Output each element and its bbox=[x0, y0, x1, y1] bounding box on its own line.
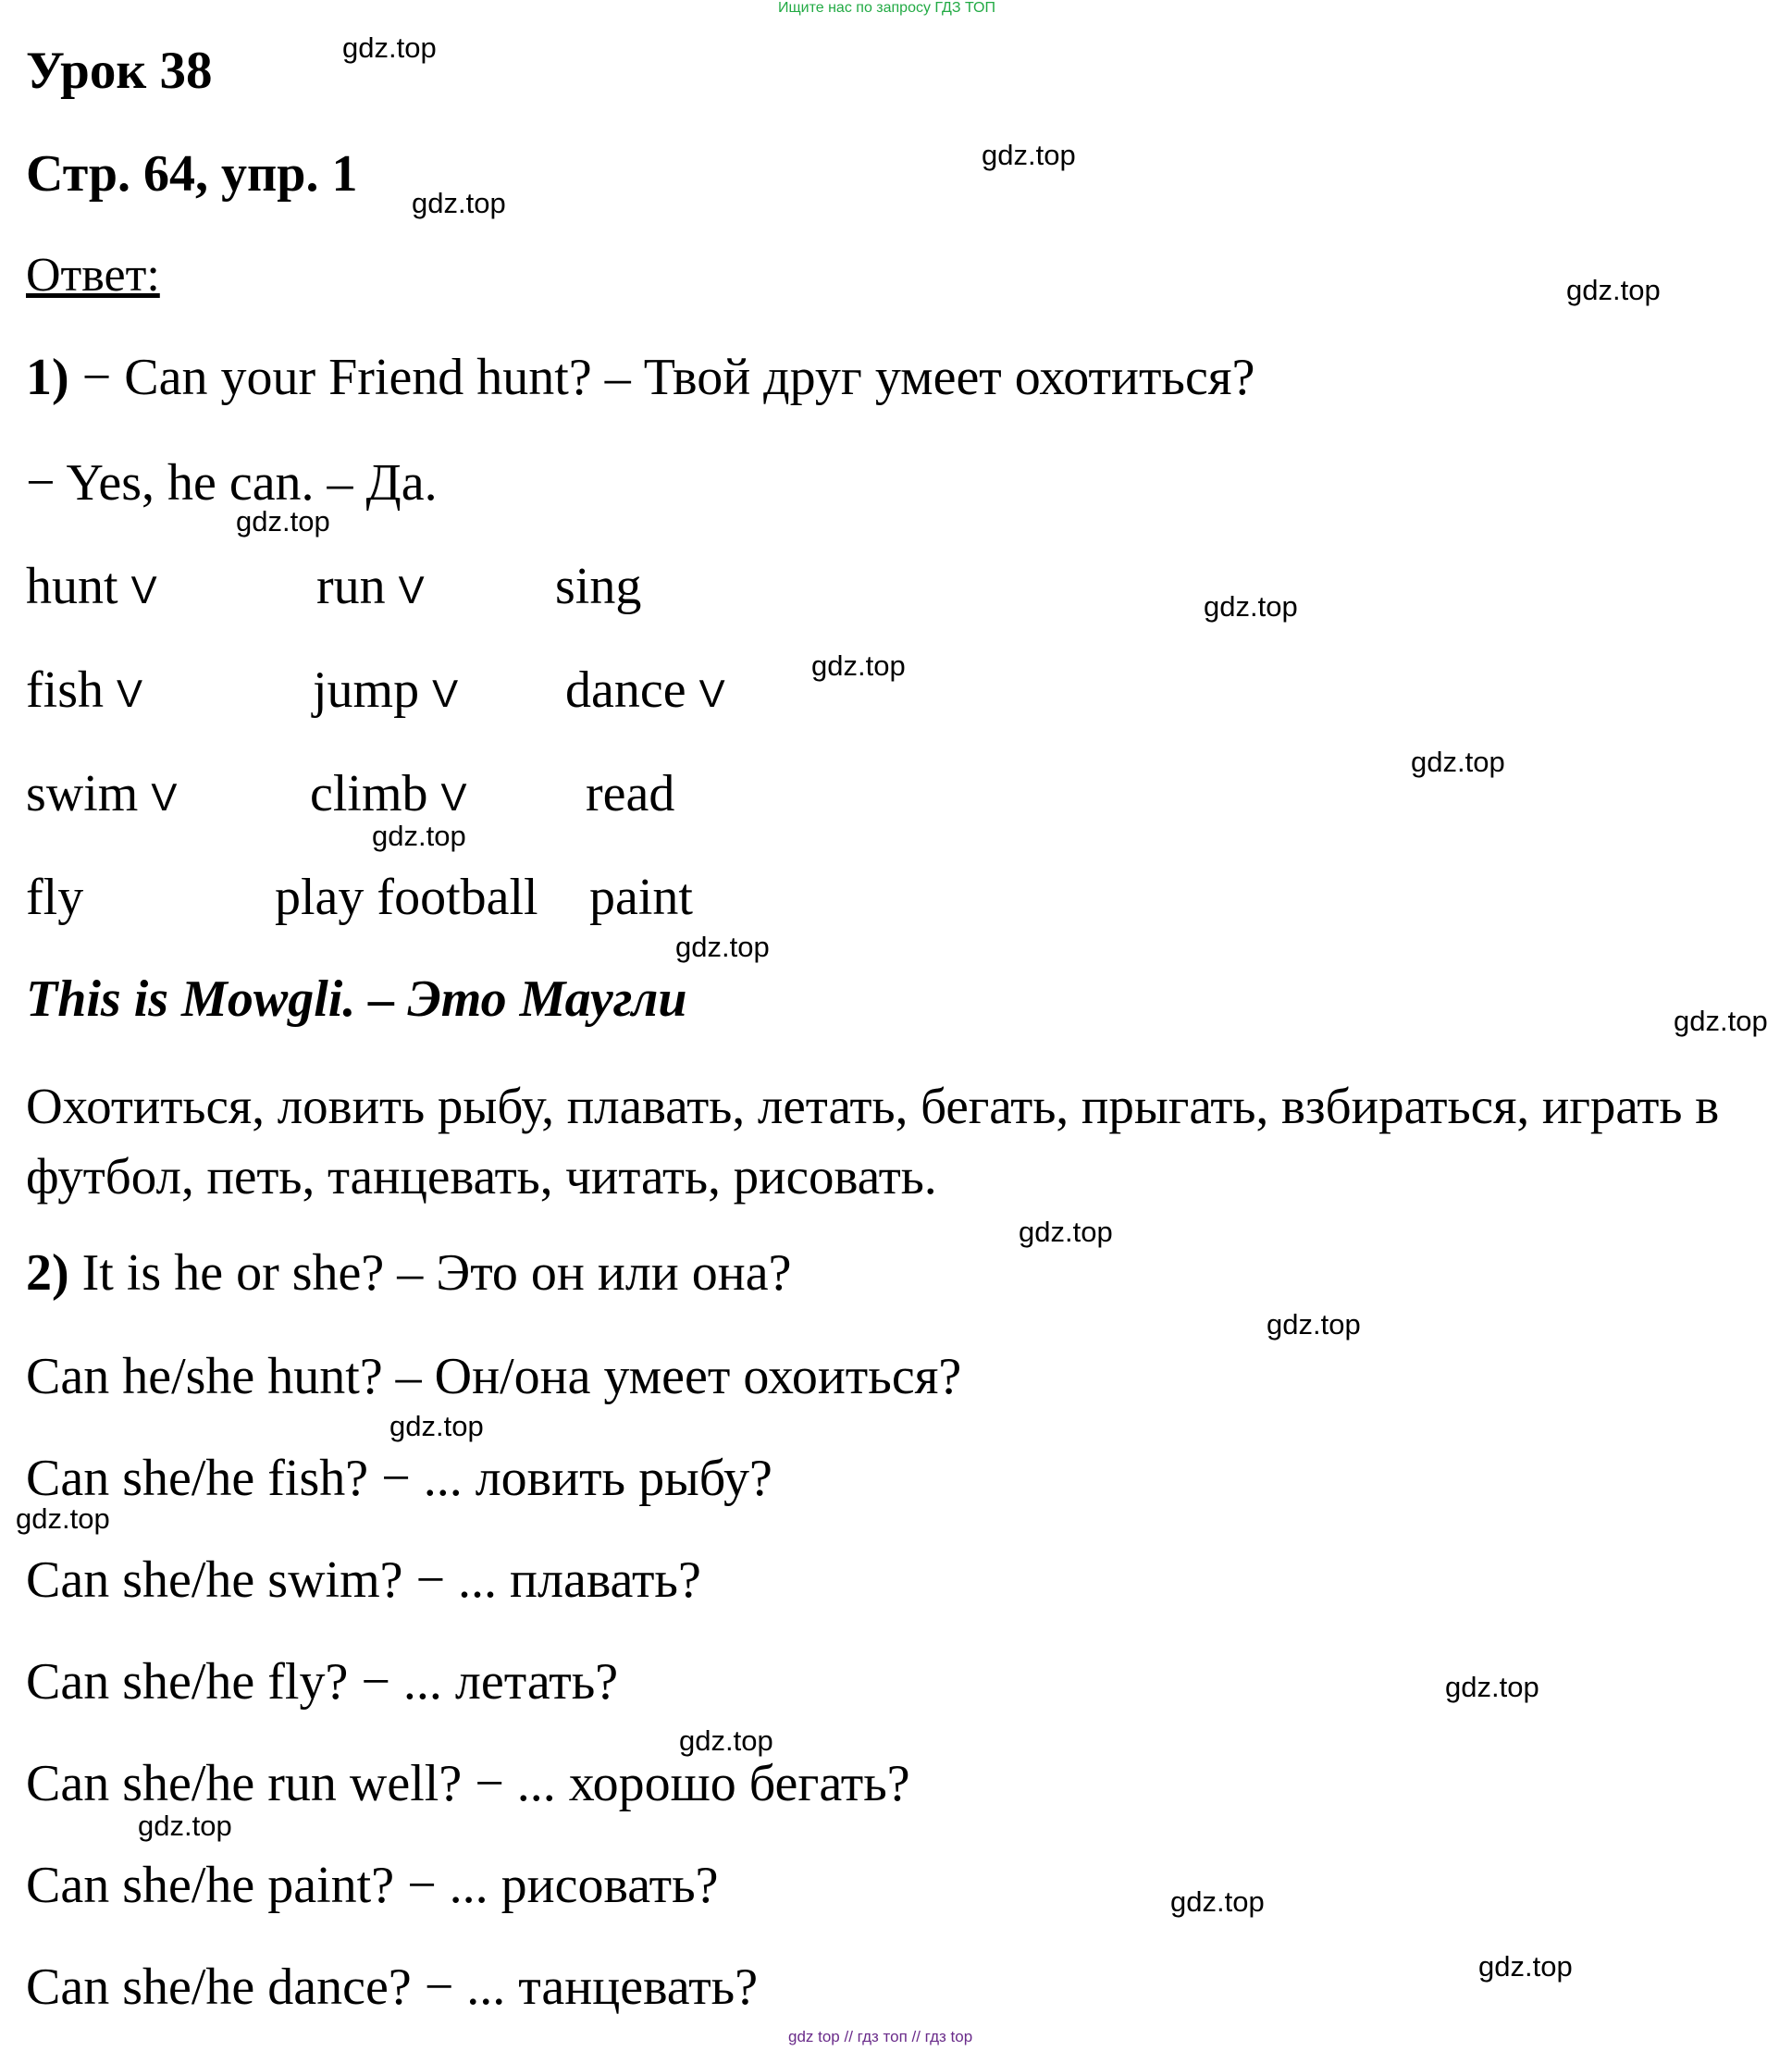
grid-word: play football bbox=[275, 869, 538, 926]
answer-label: Ответ: bbox=[26, 249, 160, 302]
part2-line: Can she/he fly? − ... летать? bbox=[26, 1653, 619, 1711]
check-mark-icon: V bbox=[130, 568, 157, 612]
watermark: gdz.top bbox=[1411, 746, 1505, 778]
watermark: gdz.top bbox=[372, 820, 466, 852]
watermark: gdz.top bbox=[982, 139, 1076, 171]
watermark: gdz.top bbox=[1445, 1671, 1539, 1703]
watermark: gdz.top bbox=[1674, 1005, 1768, 1037]
watermark: gdz.top bbox=[675, 931, 770, 963]
part1-number: 1) bbox=[26, 349, 69, 406]
part1-reply: − Yes, he can. – Да. bbox=[26, 454, 438, 512]
watermark: gdz.top bbox=[342, 31, 437, 64]
part1-question: − Can your Friend hunt? – Твой друг умеет охотиться? bbox=[68, 349, 1255, 406]
part2-number: 2) bbox=[26, 1244, 69, 1302]
part2-line: Can she/he run well? − ... хорошо бегать? bbox=[26, 1755, 910, 1812]
check-mark-icon: V bbox=[698, 672, 725, 715]
watermark: gdz.top bbox=[236, 505, 330, 537]
watermark: gdz.top bbox=[1566, 274, 1661, 306]
mowgli-heading: This is Mowgli. – Это Маугли bbox=[26, 970, 687, 1028]
part2-line: Can she/he fish? − ... ловить рыбу? bbox=[26, 1450, 772, 1507]
lesson-title: Урок 38 bbox=[26, 42, 213, 100]
grid-word: hunt V bbox=[26, 558, 157, 615]
grid-word: run V bbox=[316, 558, 425, 615]
check-mark-icon: V bbox=[117, 672, 143, 715]
grid-word: read bbox=[586, 765, 675, 822]
watermark: gdz.top bbox=[811, 649, 906, 682]
watermark: gdz.top bbox=[1267, 1308, 1361, 1341]
grid-word: swim V bbox=[26, 765, 178, 822]
top-banner: Ищите нас по запросу ГДЗ ТОП bbox=[778, 0, 995, 16]
grid-word: fly bbox=[26, 869, 84, 926]
watermark: gdz.top bbox=[1204, 590, 1298, 623]
exercise-title: Стр. 64, упр. 1 bbox=[26, 145, 358, 203]
watermark: gdz.top bbox=[412, 187, 506, 219]
part2-title-line bbox=[26, 1244, 792, 1302]
grid-word: climb V bbox=[310, 765, 467, 822]
part2-line: Can she/he dance? − ... танцевать? bbox=[26, 1958, 759, 2016]
watermark: gdz.top bbox=[1478, 1950, 1573, 1983]
part2-line: Can she/he swim? − ... плавать? bbox=[26, 1551, 701, 1609]
grid-word: fish V bbox=[26, 661, 143, 719]
watermark: gdz.top bbox=[1019, 1216, 1113, 1248]
check-mark-icon: V bbox=[398, 568, 425, 612]
check-mark-icon: V bbox=[151, 775, 178, 819]
grid-word: jump V bbox=[313, 661, 459, 719]
watermark: gdz.top bbox=[16, 1502, 110, 1535]
check-mark-icon: V bbox=[432, 672, 459, 715]
part2-line: Can she/he paint? − ... рисовать? bbox=[26, 1857, 719, 1914]
part2-title: It is he or she? – Это он или она? bbox=[68, 1244, 792, 1302]
check-mark-icon: V bbox=[440, 775, 467, 819]
watermark: gdz.top bbox=[389, 1410, 484, 1442]
watermark: gdz.top bbox=[138, 1810, 232, 1842]
part1-question-line bbox=[26, 349, 1255, 406]
footer-text: gdz top // гдз топ // гдз top bbox=[788, 2028, 973, 2045]
watermark: gdz.top bbox=[1170, 1885, 1265, 1918]
grid-word: sing bbox=[555, 558, 642, 615]
grid-word: dance V bbox=[565, 661, 725, 719]
grid-word: paint bbox=[589, 869, 693, 926]
part2-line: Can he/she hunt? – Он/она умеет охоиться? bbox=[26, 1348, 962, 1405]
watermark: gdz.top bbox=[679, 1724, 773, 1757]
verbs-paragraph: Охотиться, ловить рыбу, плавать, летать, бегать, прыгать, взбираться, играть в футбол, петь, танцевать, читать, рисовать. bbox=[26, 1078, 1720, 1205]
